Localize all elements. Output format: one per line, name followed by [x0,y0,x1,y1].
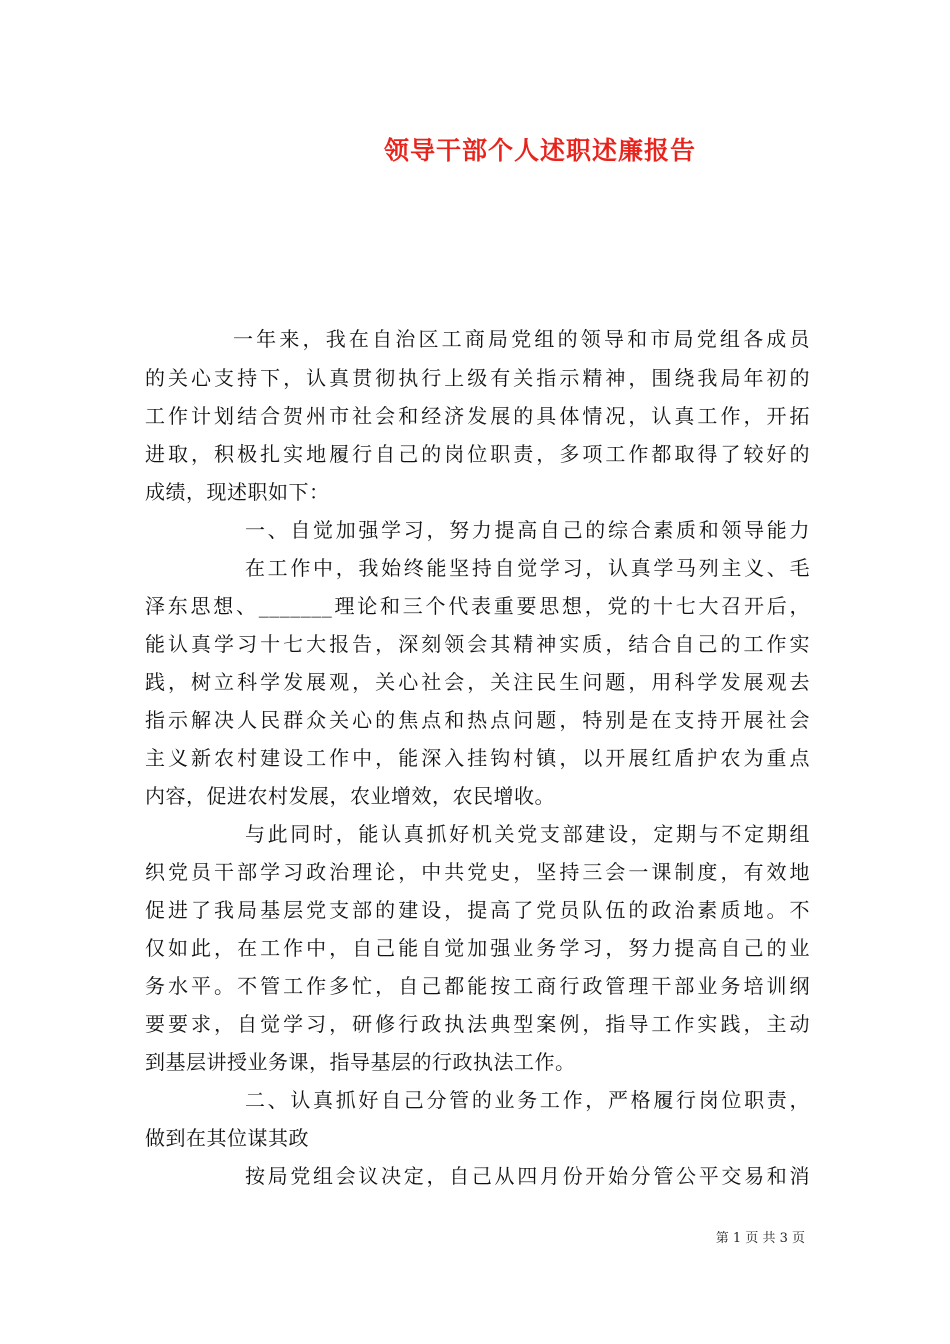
document-title: 领导干部个人述职述廉报告 [383,136,696,165]
body-line: 织党员干部学习政治理论，中共党史，坚持三会一课制度，有效地 [145,860,810,884]
body-line: 务水平。不管工作多忙，自己都能按工商行政管理干部业务培训纲 [145,974,810,998]
body-line: 指示解决人民群众关心的焦点和热点问题，特别是在支持开展社会 [145,708,810,732]
body-line: 工作计划结合贺州市社会和经济发展的具体情况，认真工作，开拓 [145,404,810,428]
body-line: 与此同时，能认真抓好机关党支部建设，定期与不定期组 [245,822,810,846]
body-line: 到基层讲授业务课，指导基层的行政执法工作。 [145,1050,576,1074]
body-line: 成绩，现述职如下： [145,480,330,504]
section-heading: 一、自觉加强学习，努力提高自己的综合素质和领导能力 [245,518,810,542]
body-line: 能认真学习十七大报告，深刻领会其精神实质，结合自己的工作实 [145,632,810,656]
body-line: 主义新农村建设工作中，能深入挂钩村镇，以开展红盾护农为重点 [145,746,810,770]
body-line: 泽东思想、_______理论和三个代表重要思想，党的十七大召开后， [145,594,810,618]
body-line: 内容，促进农村发展，农业增效，农民增收。 [145,784,555,808]
body-line: 在工作中，我始终能坚持自觉学习，认真学马列主义、毛 [245,556,810,580]
body-line: 的关心支持下，认真贯彻执行上级有关指示精神，围绕我局年初的 [145,366,810,390]
body-line: 要要求，自觉学习，研修行政执法典型案例，指导工作实践，主动 [145,1012,810,1036]
section-heading: 二、认真抓好自己分管的业务工作，严格履行岗位职责， [245,1088,810,1112]
body-line: 仅如此，在工作中，自己能自觉加强业务学习，努力提高自己的业 [145,936,810,960]
body-line: 按局党组会议决定，自己从四月份开始分管公平交易和消 [245,1164,810,1188]
body-line: 践，树立科学发展观，关心社会，关注民生问题，用科学发展观去 [145,670,810,694]
page-number: 第 1 页 共 3 页 [715,1231,805,1246]
section-heading-continued: 做到在其位谋其政 [145,1126,309,1150]
body-line: 一年来，我在自治区工商局党组的领导和市局党组各成员 [233,327,810,351]
body-line: 促进了我局基层党支部的建设，提高了党员队伍的政治素质地。不 [145,898,810,922]
body-line: 进取，积极扎实地履行自己的岗位职责，多项工作都取得了较好的 [145,442,810,466]
